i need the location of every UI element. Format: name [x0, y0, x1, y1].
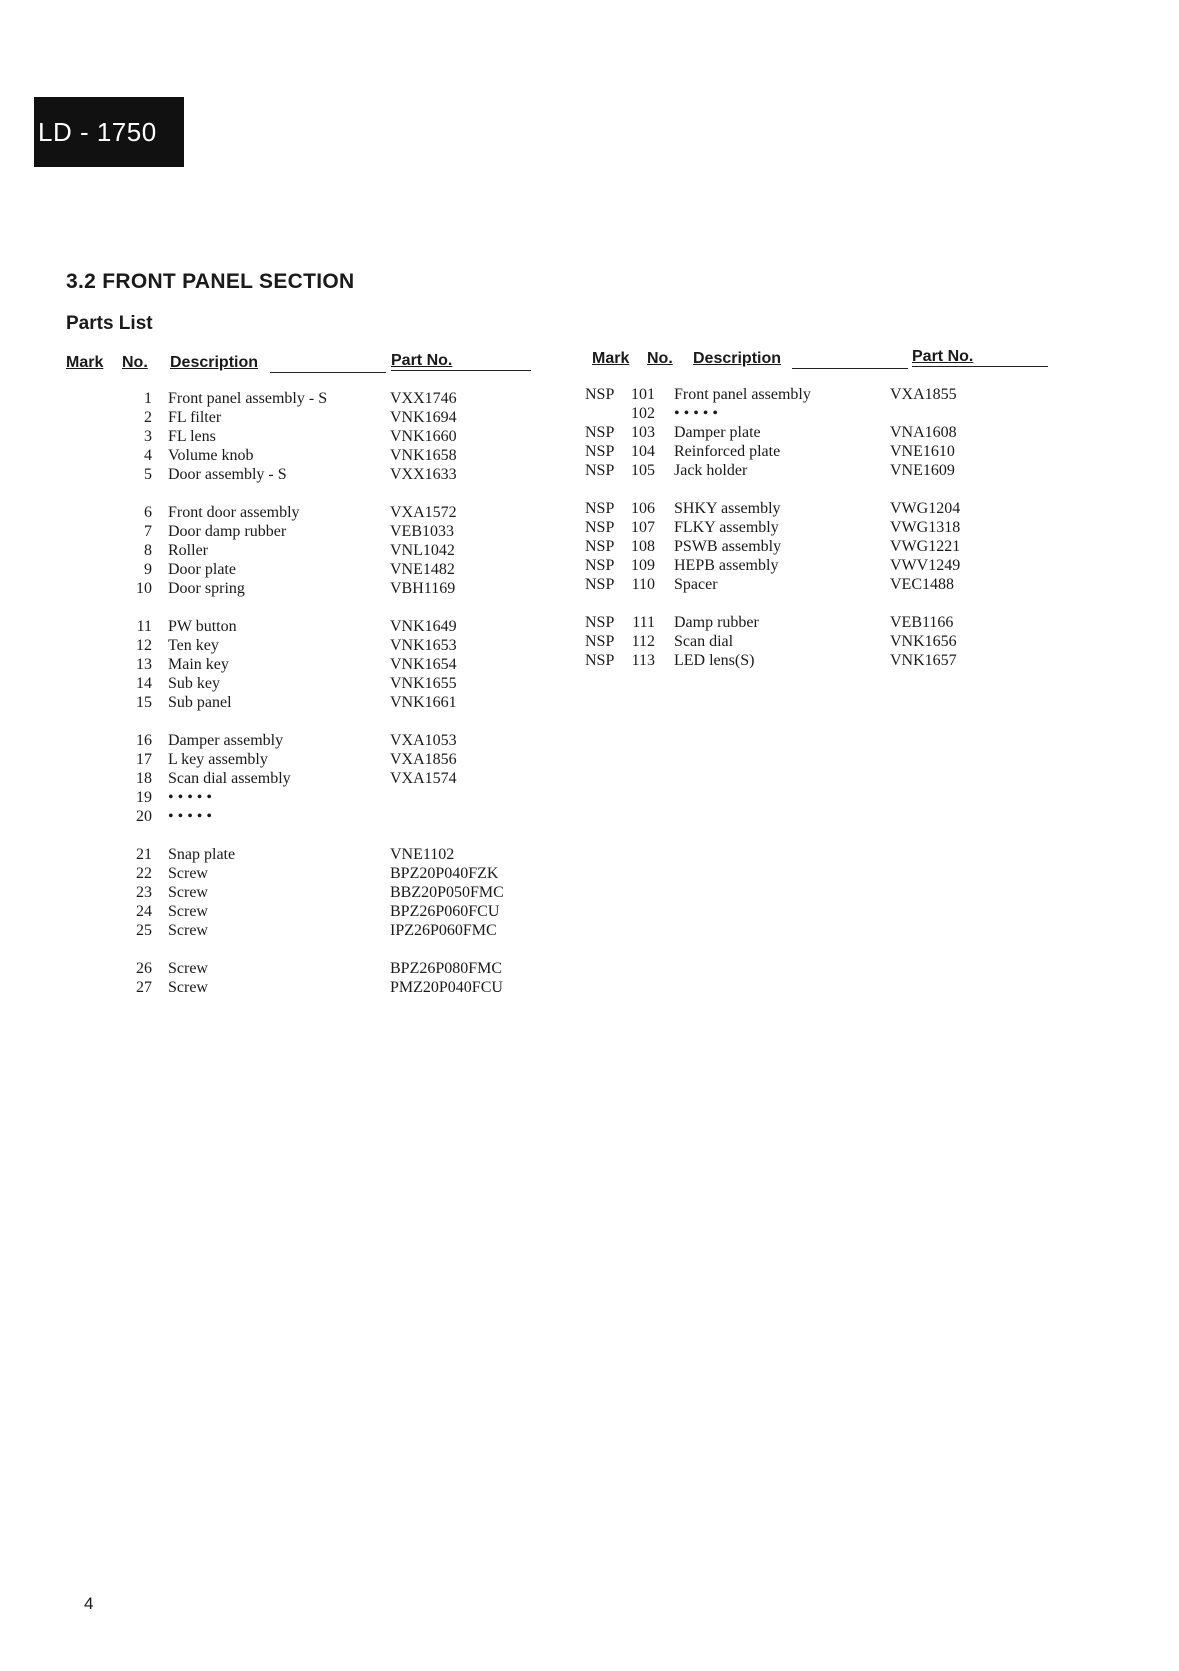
mark-cell: NSP: [585, 633, 615, 650]
part-number-cell: VNK1657: [890, 652, 957, 669]
table-row: [585, 499, 1065, 518]
description-cell: FL filter: [168, 409, 222, 426]
mark-cell: NSP: [585, 519, 615, 536]
description-cell: Scan dial: [674, 633, 734, 650]
mark-cell: NSP: [585, 538, 615, 555]
table-row: [585, 518, 1065, 537]
number-cell: 9: [144, 561, 152, 578]
description-cell: SHKY assembly: [674, 500, 781, 517]
part-number-cell: VNK1661: [390, 694, 457, 711]
group-spacer: [100, 712, 560, 731]
group-spacer: [585, 480, 1065, 499]
description-cell: Front panel assembly - S: [168, 390, 328, 407]
description-cell: Front door assembly: [168, 504, 300, 521]
number-cell: 109: [631, 557, 655, 574]
number-cell: 4: [144, 447, 152, 464]
number-cell: 12: [136, 637, 152, 654]
number-cell: 105: [631, 462, 655, 479]
table-row: [100, 788, 560, 807]
part-number-cell: IPZ26P060FMC: [390, 922, 497, 939]
description-cell: Door assembly - S: [168, 466, 287, 483]
part-number-cell: VXA1856: [390, 751, 457, 768]
number-cell: 106: [631, 500, 655, 517]
number-cell: 2: [144, 409, 152, 426]
part-number-cell: VWV1249: [890, 557, 961, 574]
number-cell: 5: [144, 466, 152, 483]
description-cell: Ten key: [168, 637, 219, 654]
part-number-cell: BPZ26P080FMC: [390, 960, 503, 977]
table-row: [100, 655, 560, 674]
part-number-cell: VBH1169: [390, 580, 456, 597]
description-cell: Front panel assembly: [674, 386, 811, 403]
description-cell: PSWB assembly: [674, 538, 782, 555]
header-rule: [270, 372, 386, 373]
part-number-cell: VXA1572: [390, 504, 457, 521]
part-number-cell: VXX1633: [390, 466, 457, 483]
table-row: [100, 408, 560, 427]
description-cell: Screw: [168, 979, 208, 996]
table-row: [100, 446, 560, 465]
number-cell: 111: [632, 614, 655, 631]
table-row: [100, 902, 560, 921]
parts-list-title: Parts List: [66, 313, 153, 334]
number-cell: 103: [631, 424, 655, 441]
number-cell: 8: [144, 542, 152, 559]
part-number-cell: VEC1488: [890, 576, 954, 593]
part-number-cell: VNE1610: [890, 443, 955, 460]
number-cell: 10: [136, 580, 152, 597]
mark-cell: NSP: [585, 386, 615, 403]
number-cell: 112: [631, 633, 655, 650]
part-number-cell: VEB1033: [390, 523, 454, 540]
number-cell: 113: [631, 652, 655, 669]
header-rule: [912, 366, 1048, 367]
table-row: [585, 575, 1065, 594]
number-cell: 1: [144, 390, 152, 407]
description-cell: Main key: [168, 656, 229, 673]
model-label: LD - 1750: [34, 97, 184, 167]
table-row: [100, 864, 560, 883]
part-number-cell: VNK1654: [390, 656, 457, 673]
header-rule: [391, 370, 531, 371]
right-parts-table: [585, 385, 1065, 670]
table-row: [100, 541, 560, 560]
description-cell: Damper assembly: [168, 732, 284, 749]
number-cell: 101: [631, 386, 655, 403]
part-number-cell: PMZ20P040FCU: [390, 979, 503, 996]
number-cell: 108: [631, 538, 655, 555]
table-row: [585, 404, 1065, 423]
table-row: [100, 427, 560, 446]
mark-cell: NSP: [585, 500, 615, 517]
mark-cell: NSP: [585, 443, 615, 460]
mark-cell: NSP: [585, 462, 615, 479]
part-number-cell: VWG1204: [890, 500, 961, 517]
table-row: [100, 617, 560, 636]
number-cell: 11: [136, 618, 152, 635]
number-cell: 22: [136, 865, 152, 882]
section-title: 3.2 FRONT PANEL SECTION: [66, 270, 355, 293]
number-cell: 20: [136, 808, 152, 825]
table-row: [100, 522, 560, 541]
table-row: [100, 693, 560, 712]
group-spacer: [100, 826, 560, 845]
left-parts-table: [100, 389, 560, 997]
table-row: [585, 461, 1065, 480]
description-cell: • • • • •: [168, 789, 213, 806]
description-cell: Door damp rubber: [168, 523, 287, 540]
table-row: [585, 632, 1065, 651]
description-cell: Reinforced plate: [674, 443, 781, 460]
description-cell: Screw: [168, 884, 208, 901]
description-cell: HEPB assembly: [674, 557, 779, 574]
number-cell: 104: [631, 443, 655, 460]
part-number-cell: VNK1653: [390, 637, 457, 654]
group-spacer: [100, 598, 560, 617]
part-number-cell: VNK1660: [390, 428, 457, 445]
description-cell: PW button: [168, 618, 237, 635]
part-number-cell: VNA1608: [890, 424, 957, 441]
header-mark: Mark: [592, 350, 630, 367]
header-rule: [792, 368, 908, 369]
description-cell: Door spring: [168, 580, 245, 597]
table-row: [585, 537, 1065, 556]
part-number-cell: VNL1042: [390, 542, 455, 559]
part-number-cell: BBZ20P050FMC: [390, 884, 504, 901]
number-cell: 19: [136, 789, 152, 806]
header-description: Description: [170, 354, 259, 371]
table-row: [100, 959, 560, 978]
description-cell: Sub key: [168, 675, 220, 692]
header-part-no: Part No.: [391, 352, 453, 369]
part-number-cell: VNK1649: [390, 618, 457, 635]
number-cell: 24: [136, 903, 152, 920]
number-cell: 17: [136, 751, 152, 768]
part-number-cell: VNK1655: [390, 675, 457, 692]
part-number-cell: VXA1574: [390, 770, 457, 787]
part-number-cell: VWG1221: [890, 538, 961, 555]
description-cell: FL lens: [168, 428, 216, 445]
table-row: [100, 731, 560, 750]
number-cell: 16: [136, 732, 152, 749]
description-cell: Damper plate: [674, 424, 761, 441]
table-row: [100, 674, 560, 693]
description-cell: Screw: [168, 960, 208, 977]
number-cell: 3: [144, 428, 152, 445]
number-cell: 6: [144, 504, 152, 521]
mark-cell: NSP: [585, 614, 615, 631]
description-cell: Spacer: [674, 576, 718, 593]
description-cell: Screw: [168, 865, 208, 882]
description-cell: • • • • •: [168, 808, 213, 825]
description-cell: Scan dial assembly: [168, 770, 291, 787]
table-row: [100, 807, 560, 826]
table-row: [585, 556, 1065, 575]
part-number-cell: VNK1694: [390, 409, 457, 426]
table-row: [585, 613, 1065, 632]
table-row: [100, 921, 560, 940]
table-row: [100, 636, 560, 655]
number-cell: 107: [631, 519, 655, 536]
mark-cell: NSP: [585, 576, 615, 593]
number-cell: 102: [631, 405, 655, 422]
group-spacer: [100, 484, 560, 503]
number-cell: 23: [136, 884, 152, 901]
header-mark: Mark: [66, 354, 104, 371]
table-row: [100, 769, 560, 788]
group-spacer: [585, 594, 1065, 613]
header-no: No.: [647, 350, 673, 367]
part-number-cell: BPZ26P060FCU: [390, 903, 500, 920]
mark-cell: NSP: [585, 652, 615, 669]
number-cell: 27: [136, 979, 152, 996]
table-row: [100, 560, 560, 579]
description-cell: • • • • •: [674, 405, 719, 422]
part-number-cell: VNK1658: [390, 447, 457, 464]
description-cell: FLKY assembly: [674, 519, 779, 536]
description-cell: Jack holder: [674, 462, 748, 479]
table-row: [100, 579, 560, 598]
description-cell: Screw: [168, 922, 208, 939]
description-cell: Volume knob: [168, 447, 254, 464]
description-cell: Door plate: [168, 561, 236, 578]
number-cell: 18: [136, 770, 152, 787]
mark-cell: NSP: [585, 424, 615, 441]
header-description: Description: [693, 350, 782, 367]
description-cell: Snap plate: [168, 846, 236, 863]
table-row: [585, 651, 1065, 670]
part-number-cell: VNK1656: [890, 633, 957, 650]
table-row: [100, 845, 560, 864]
header-part-no: Part No.: [912, 348, 974, 365]
description-cell: LED lens(S): [674, 652, 755, 669]
header-no: No.: [122, 354, 148, 371]
part-number-cell: VXA1053: [390, 732, 457, 749]
page-number: 4: [84, 1594, 94, 1613]
table-row: [100, 750, 560, 769]
part-number-cell: BPZ20P040FZK: [390, 865, 499, 882]
mark-cell: NSP: [585, 557, 615, 574]
table-row: [100, 978, 560, 997]
number-cell: 25: [136, 922, 152, 939]
group-spacer: [100, 940, 560, 959]
description-cell: Roller: [168, 542, 208, 559]
part-number-cell: VNE1609: [890, 462, 955, 479]
part-number-cell: VWG1318: [890, 519, 961, 536]
number-cell: 110: [631, 576, 655, 593]
number-cell: 15: [136, 694, 152, 711]
table-row: [100, 503, 560, 522]
part-number-cell: VNE1102: [390, 846, 455, 863]
part-number-cell: VXA1855: [890, 386, 957, 403]
number-cell: 21: [136, 846, 152, 863]
table-row: [100, 465, 560, 484]
table-row: [100, 389, 560, 408]
part-number-cell: VXX1746: [390, 390, 457, 407]
number-cell: 14: [136, 675, 152, 692]
description-cell: Damp rubber: [674, 614, 759, 631]
description-cell: Sub panel: [168, 694, 232, 711]
table-row: [585, 423, 1065, 442]
number-cell: 7: [144, 523, 152, 540]
table-row: [100, 883, 560, 902]
number-cell: 26: [136, 960, 152, 977]
number-cell: 13: [136, 656, 152, 673]
description-cell: Screw: [168, 903, 208, 920]
part-number-cell: VEB1166: [890, 614, 954, 631]
description-cell: L key assembly: [168, 751, 268, 768]
table-row: [585, 442, 1065, 461]
table-row: [585, 385, 1065, 404]
part-number-cell: VNE1482: [390, 561, 455, 578]
